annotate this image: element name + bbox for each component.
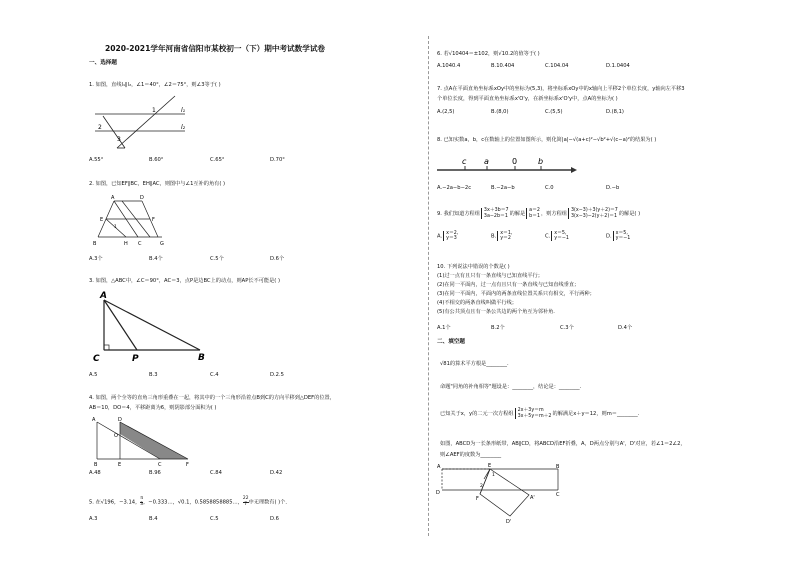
fill-4-figure (436, 463, 566, 525)
q6-option-d: D.1.0404 (606, 63, 630, 69)
q2-label-b: B (93, 241, 97, 247)
f4-label-c: C (556, 492, 560, 498)
q5-option-a: A.3 (89, 516, 98, 522)
q3-option-a: A.5 (89, 372, 98, 378)
q7-option-b: B.(8,0) (491, 109, 509, 115)
q10-item-5: (5)有公共顶点且有一条公共边的两个角互为邻补角. (437, 309, 555, 315)
q8-option-d: D.−b (606, 185, 620, 191)
q6-option-b: B.10.404 (491, 63, 515, 69)
question-2-text: 2. 如图，已知EF∥BC，EH∥AC，则图中与∠1互补的角有( ) (89, 181, 226, 187)
q2-label-g: G (160, 241, 164, 247)
f4-label-b: B (556, 464, 560, 470)
q4-label-o: O (114, 433, 118, 439)
f4-label-a: A (437, 464, 441, 470)
question-5-text (89, 497, 291, 507)
f4-label-a-prime: A' (530, 495, 535, 501)
f4-label-d-prime: D' (506, 519, 512, 525)
q5-option-c: C.5 (210, 516, 219, 522)
q2-label-c: C (138, 241, 142, 247)
q8-option-b: B.−2a−b (491, 185, 515, 191)
q4-option-d: D.42 (270, 470, 283, 476)
q3-option-b: B.3 (149, 372, 158, 378)
axis-label-zero: 0 (512, 157, 518, 166)
axis-label-b: b (538, 157, 544, 166)
q3-label-b: B (198, 353, 205, 363)
question-10-text: 10. 下列说法中错误的个数是( ) (437, 264, 510, 270)
q4-label-e: E (118, 462, 122, 468)
f4-label-f: F (476, 496, 479, 502)
question-2-figure (92, 195, 170, 247)
section-heading-choice: 一、选择题 (89, 60, 117, 66)
fill-3-system: 2x＋3y＝m 3x＋5y＝m＋2 (515, 408, 552, 418)
q5-option-b: B.4 (149, 516, 158, 522)
f4-angle-2: 2 (480, 484, 483, 489)
q2-option-b: B.4个 (149, 256, 163, 262)
q3-option-d: D.2.5 (270, 372, 284, 378)
q9-option-b: B.x＝1, y＝2 (491, 231, 513, 242)
fill-1-text: √81的算术平方根是________. (440, 361, 509, 367)
q8-option-a: A.−2a−b−2c (437, 185, 472, 191)
page-title: 2020-2021学年河南省信阳市某校初一（下）期中考试数学试卷 (104, 44, 326, 53)
q2-option-c: C.5个 (210, 256, 224, 262)
q1-option-b: B.60° (149, 157, 164, 163)
q2-angle-1-label: 1 (114, 225, 117, 230)
question-1-text: 1. 如图，直线l₁∥l₂，∠1＝40°，∠2＝75°，则∠3等于( ) (89, 82, 221, 88)
q10-option-b: B.2个 (491, 325, 505, 331)
q1-option-d: D.70° (270, 157, 285, 163)
q9-option-d: D.x＝5, y＝−1 (606, 231, 631, 242)
angle-3-label: 3 (117, 136, 121, 143)
q7-option-d: D.(8,1) (606, 109, 624, 115)
q2-label-a: A (111, 195, 115, 201)
question-3-text: 3. 如图，△ABC中，∠C＝90°，AC＝3，点P是边BC上的动点，则AP长不可能是( ) (89, 278, 280, 284)
f4-angle-1: 1 (492, 473, 495, 478)
q9-option-c: C.x＝5, y＝−1 (545, 231, 569, 242)
q4-label-d: D (118, 417, 122, 423)
q7-option-c: C.(5,5) (545, 109, 563, 115)
f4-label-d: D (436, 490, 440, 496)
label-l1: l₁ (181, 107, 186, 114)
q4-option-c: C.84 (210, 470, 222, 476)
q7-option-a: A.(2,5) (437, 109, 455, 115)
q5-frac-22-7: $\frac{22}{7}$ (242, 496, 249, 507)
q9-solution-1: a＝2 b＝1 (526, 208, 540, 218)
question-4-text-line2: AB＝10，DO＝4，平移距离为6，则阴影部分面积为( ) (89, 405, 217, 411)
angle-2-label: 2 (98, 124, 102, 131)
q2-label-e: E (100, 217, 104, 223)
q10-item-3: (3)在同一平面内，平面内的两条直线位置关系只有相交，平行两种； (437, 291, 595, 297)
q6-option-c: C.104.04 (545, 63, 569, 69)
q2-label-f: F (152, 217, 155, 223)
q2-label-d: D (140, 195, 144, 201)
q8-option-c: C.0 (545, 185, 554, 191)
q10-item-4: (4)不相交的两条直线叫做平行线； (437, 300, 517, 306)
q3-label-p: P (132, 354, 139, 364)
q4-label-f: F (186, 462, 189, 468)
fill-2-text: 命题"同角的补角相等"题设是：________，结论是：________. (440, 384, 582, 390)
question-9-text: 9. 我们知道方程组3x＋3b＝7 3a−2b＝1 的解是a＝2 b＝1，则方程组3(x−3)＋3(y＋2)＝7 3(x−3)−2(y＋2)＝1 的解是( ) (437, 208, 641, 219)
q1-option-c: C.65° (210, 157, 225, 163)
q4-label-a: A (92, 417, 96, 423)
q4-label-b: B (94, 462, 98, 468)
axis-label-a: a (484, 157, 489, 166)
q10-item-2: (2)在同一平面内，过一点有且只有一条直线与已知直线垂直； (437, 282, 580, 288)
section-heading-fill: 二、填空题 (437, 339, 465, 345)
question-4-text-line1: 4. 如图，两个全等的直角三角形重叠在一起，将其中的一个三角形沿着点B到C的方向平移到△DEF的位置， (89, 395, 335, 401)
q5-option-d: D.6 (270, 516, 279, 522)
q1-option-a: A.55° (89, 157, 104, 163)
q5-frac-pi: $\frac{\pi}{3}$ (140, 496, 144, 507)
q5-post: 中无理数有( )个． (248, 499, 291, 506)
question-7-text-line2: 个单位长度，得到平面直角坐标系x'O'y，在新坐标系x'O'y中，点A的坐标为( ) (437, 96, 618, 102)
q4-label-c: C (158, 462, 162, 468)
q3-label-c: C (93, 354, 100, 364)
q10-option-a: A.1个 (437, 325, 451, 331)
q10-option-d: D.4个 (618, 325, 633, 331)
q5-mid: ，−0.333…，√0.1，0.5858858885…， (143, 499, 243, 506)
q4-option-a: A.48 (89, 470, 101, 476)
question-6-text: 6. 若√10404＝±102，则√10.2的值等于( ) (437, 51, 540, 57)
question-4-figure (92, 416, 194, 468)
question-3-figure (92, 290, 212, 362)
question-7-text-line1: 7. 点A在平面直角坐标系xOy中的坐标为(5,3)，将坐标系xOy中的x轴向上平移2个单位长度，y轴向左平移3 (437, 86, 685, 92)
q10-item-1: (1)过一点有且只有一条直线与已知直线平行； (437, 273, 543, 279)
q4-option-b: B.96 (149, 470, 161, 476)
angle-1-label: 1 (152, 107, 156, 114)
q9-system-1: 3x＋3b＝7 3a−2b＝1 (481, 208, 509, 218)
q2-option-d: D.6个 (270, 256, 285, 262)
q2-label-h: H (124, 241, 128, 247)
question-8-text: 8. 已知实数a，b，c在数轴上的位置如图所示，则化简|a|−√(a+c)²−√b²+√(c−a)²的结果为( ) (437, 137, 657, 143)
column-divider (428, 36, 429, 536)
q2-option-a: A.3个 (89, 256, 103, 262)
q5-pre: 5. 在√196，−3.14， (89, 499, 141, 506)
q9-system-2: 3(x−3)＋3(y＋2)＝7 3(x−3)−2(y＋2)＝1 (568, 208, 618, 218)
q10-option-c: C.3个 (560, 325, 574, 331)
fill-4-text-line1: 如图，ABCD为一长条形纸带，AB∥CD，将ABCD沿EF折叠，A，D两点分别与A'，D'对应，若∠1＝2∠2， (440, 441, 686, 447)
q8-number-line (437, 150, 577, 180)
q9-option-a: A.x＝2, y＝3 (437, 231, 459, 242)
label-l2: l₂ (181, 124, 186, 131)
question-1-figure (95, 96, 190, 152)
q6-option-a: A.1040.4 (437, 63, 461, 69)
q3-label-a: A (100, 291, 107, 301)
f4-label-e: E (488, 463, 492, 469)
q3-option-c: C.4 (210, 372, 219, 378)
fill-4-text-line2: 则∠AEF的度数为________ (440, 452, 502, 458)
axis-label-c: c (462, 157, 467, 166)
fill-3-text: 已知关于x，y的二元一次方程组2x＋3y＝m 3x＋5y＝m＋2的解满足x＋y＝12，则m＝________. (440, 408, 640, 419)
